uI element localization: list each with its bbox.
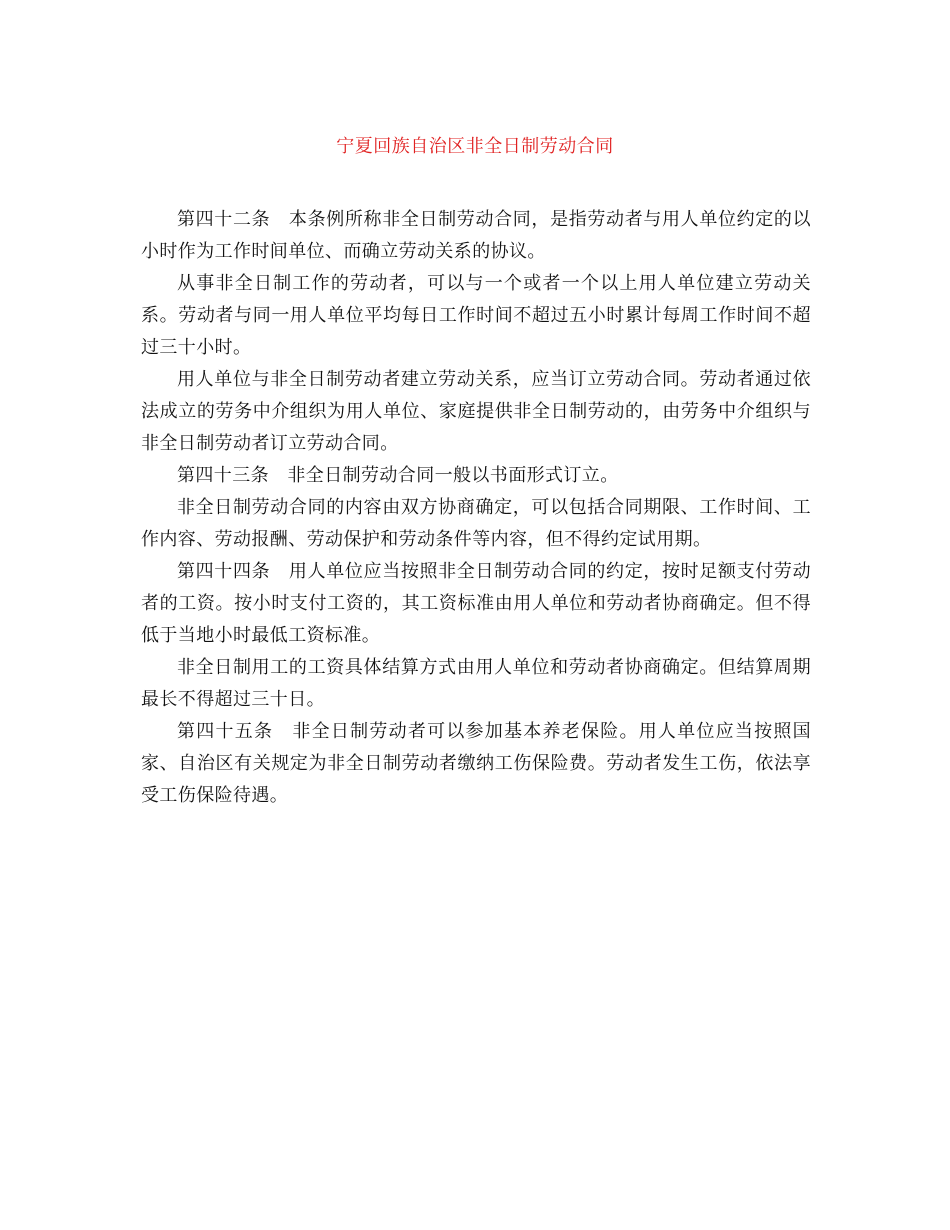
paragraph-article-43: 第四十三条 非全日制劳动合同一般以书面形式订立。 xyxy=(177,465,619,486)
paragraph-article-42: 第四十二条 本条例所称非全日制劳动合同，是指劳动者与用人单位约定的以小时作为工作时间单位、而确立劳动关系的协议。 xyxy=(141,209,811,262)
document-title: 宁夏回族自治区非全日制劳动合同 xyxy=(336,136,614,157)
paragraph-article-43-content: 非全日制劳动合同的内容由双方协商确定，可以包括合同期限、工作时间、工作内容、劳动报酬、劳动保护和劳动条件等内容，但不得约定试用期。 xyxy=(141,497,811,550)
paragraph-article-44: 第四十四条 用人单位应当按照非全日制劳动合同的约定，按时足额支付劳动者的工资。按小时支付工资的，其工资标准由用人单位和劳动者协商确定。但不得低于当地小时最低工资标准。 xyxy=(141,561,811,646)
paragraph-article-42-hours: 从事非全日制工作的劳动者，可以与一个或者一个以上用人单位建立劳动关系。劳动者与同一用人单位平均每日工作时间不超过五小时累计每周工作时间不超过三十小时。 xyxy=(141,273,811,358)
paragraph-article-42-contract: 用人单位与非全日制劳动者建立劳动关系，应当订立劳动合同。劳动者通过依法成立的劳务中介组织为用人单位、家庭提供非全日制劳动的，由劳务中介组织与非全日制劳动者订立劳动合同。 xyxy=(141,369,811,454)
paragraph-article-45: 第四十五条 非全日制劳动者可以参加基本养老保险。用人单位应当按照国家、自治区有关规定为非全日制劳动者缴纳工伤保险费。劳动者发生工伤，依法享受工伤保险待遇。 xyxy=(141,721,811,806)
document-body xyxy=(141,204,811,812)
paragraph-article-44-settlement: 非全日制用工的工资具体结算方式由用人单位和劳动者协商确定。但结算周期最长不得超过三十日。 xyxy=(141,657,811,710)
